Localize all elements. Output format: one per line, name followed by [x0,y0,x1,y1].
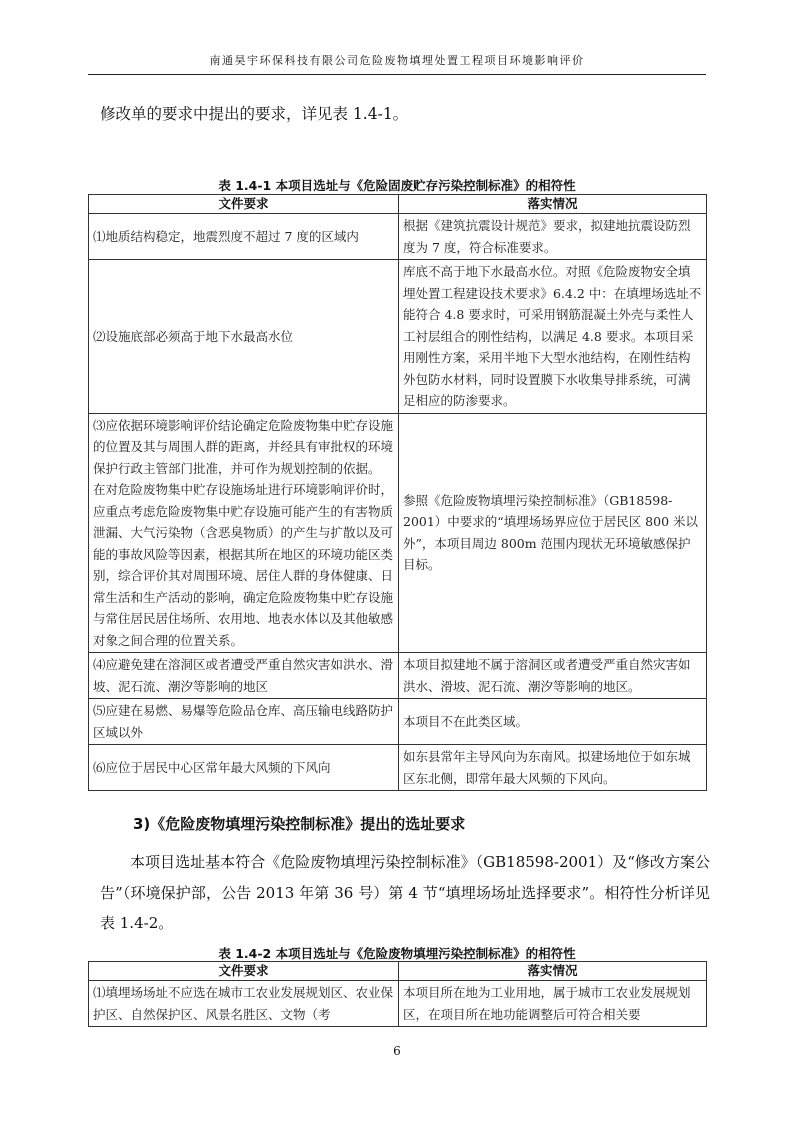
requirement-cell: ⑸应建在易燃、易爆等危险品仓库、高压输电线路防护区域以外 [89,699,399,745]
table-row [89,653,707,699]
status-cell: 本项目不在此类区域。 [399,699,707,745]
intro-paragraph: 修改单的要求中提出的要求，详见表 1.4-1。 [100,105,409,123]
table-row [89,214,707,260]
status-cell: 本项目所在地为工业用地，属于城市工农业发展规划区，在项目所在地功能调整后可符合相关要 [399,981,707,1027]
column-header-status: 落实情况 [399,962,707,981]
table-header-row [89,195,707,214]
column-header-status: 落实情况 [399,195,707,214]
column-header-requirement: 文件要求 [89,195,399,214]
status-cell: 参照《危险废物填埋污染控制标准》（GB18598-2001）中要求的“填埋场场界应位于居民区 800 米以外”，本项目周边 800m 范围内现状无环境敏感保护目标。 [399,413,707,653]
table-header-row [89,962,707,981]
requirement-cell: ⑴地质结构稳定，地震烈度不超过 7 度的区域内 [89,214,399,260]
table-row [89,699,707,745]
table-row [89,745,707,791]
status-cell: 根据《建筑抗震设计规范》要求，拟建地抗震设防烈度为 7 度，符合标准要求。 [399,214,707,260]
table-row [89,260,707,414]
table-row [89,981,707,1027]
requirement-cell: ⑵设施底部必须高于地下水最高水位 [89,260,399,414]
requirement-cell: ⑷应避免建在溶洞区或者遭受严重自然灾害如洪水、滑坡、泥石流、潮汐等影响的地区 [89,653,399,699]
table-row [89,413,707,653]
status-cell: 如东县常年主导风向为东南风。拟建场地位于如东城区东北侧，即常年最大风频的下风向。 [399,745,707,791]
section-heading: 3)《危险废物填埋污染控制标准》提出的选址要求 [133,815,466,833]
column-header-requirement: 文件要求 [89,962,399,981]
status-cell: 库底不高于地下水最高水位。对照《危险废物安全填埋处置工程建设技术要求》6.4.2 中：在填埋场选址不能符合 4.8 要求时，可采用钢筋混凝土外壳与柔性人工衬层组合的刚性结构，以满足 4.8 要求。本项目采用刚性方案，采用半地下大型水池结构，在刚性结构外包防水材料，同时设置膜下水收集导排系统，可满足相应的防渗要求。 [399,260,707,414]
requirement-cell: ⑹应位于居民中心区常年最大风频的下风向 [89,745,399,791]
page-number: 6 [393,1044,401,1058]
table-2-caption: 表 1.4-2 本项目选址与《危险废物填埋污染控制标准》的相符性 [218,946,576,961]
section-paragraph: 本项目选址基本符合《危险废物填埋污染控制标准》（GB18598-2001）及“修改方案公告”（环境保护部，公告 2013 年第 36 号）第 4 节“填埋场场址选择要求”。相符性分析详见表 1.4-2。 [100,853,710,932]
page-header [88,52,706,75]
table-1 [88,194,707,791]
requirement-cell [89,413,399,653]
table-2 [88,961,707,1027]
table-1-caption: 表 1.4-1 本项目选址与《危险固废贮存污染控制标准》的相符性 [218,178,576,193]
status-cell: 本项目拟建地不属于溶洞区或者遭受严重自然灾害如洪水、滑坡、泥石流、潮汐等影响的地区。 [399,653,707,699]
requirement-paragraph: 在对危险废物集中贮存设施场址进行环境影响评价时，应重点考虑危险废物集中贮存设施可能产生的有害物质泄漏、大气污染物（含恶臭物质）的产生与扩散以及可能的事故风险等因素，根据其所在地区的环境功能区类别，综合评价其对周围环境、居住人群的身体健康、日常生活和生产活动的影响，确定危险废物集中贮存设施与常住居民居住场所、农用地、地表水体以及其他敏感对象之间合理的位置关系。 [93,482,394,648]
requirement-paragraph: ⑶应依据环境影响评价结论确定危险废物集中贮存设施的位置及其与周围人群的距离，并经具有审批权的环境保护行政主管部门批准，并可作为规划控制的依据。 [93,417,394,476]
header-title: 南通昊宇环保科技有限公司危险废物填埋处置工程项目环境影响评价 [209,54,585,67]
requirement-cell: ⑴填埋场场址不应选在城市工农业发展规划区、农业保护区、自然保护区、风景名胜区、文物（考 [89,981,399,1027]
